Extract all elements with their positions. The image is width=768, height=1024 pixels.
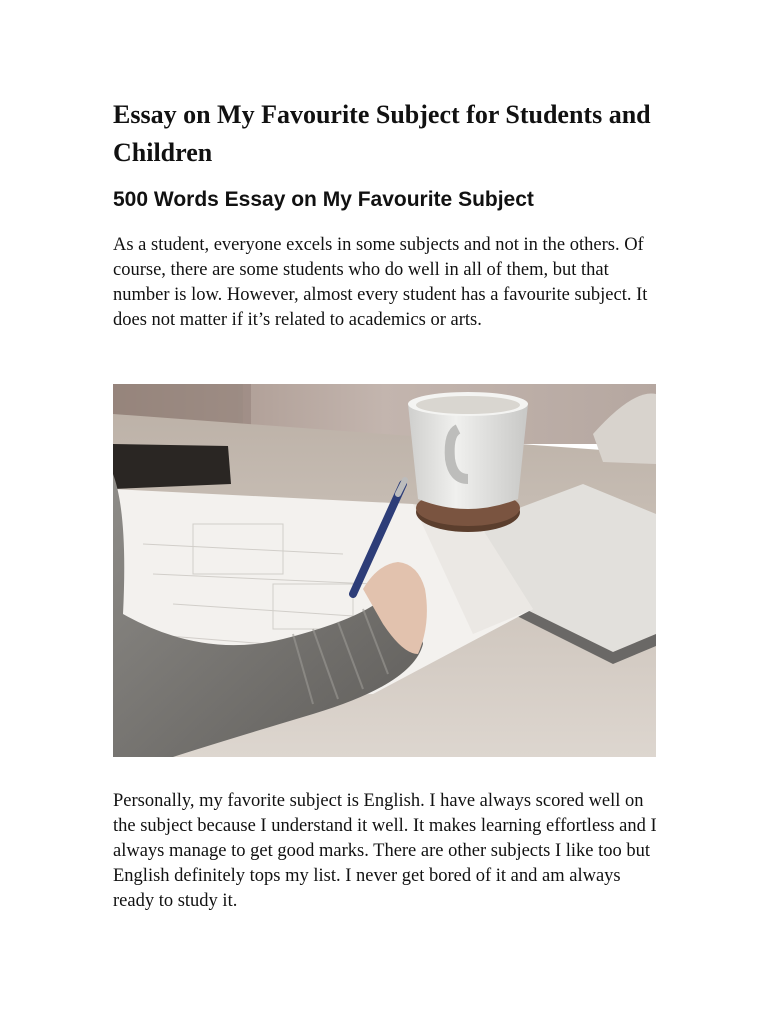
essay-title: Essay on My Favourite Subject for Students and Children xyxy=(113,100,651,167)
essay-subtitle: 500 Words Essay on My Favourite Subject xyxy=(113,188,534,211)
body-paragraph: Personally, my favorite subject is English. I have always scored well on the subject because I understand it well. It makes learning effortless and I always manage to get good marks. There are other subjects I like too but English definitely tops my list. I never get bored of it and am always ready to study it. xyxy=(113,791,657,911)
intro-paragraph: As a student, everyone excels in some subjects and not in the others. Of course, there are some students who do well in all of them, but that number is low. However, almost every student has a favourite subject. It does not matter if it’s related to academics or arts. xyxy=(113,235,648,330)
writing-photo xyxy=(113,384,656,757)
photo-person-writing-icon xyxy=(113,384,656,757)
